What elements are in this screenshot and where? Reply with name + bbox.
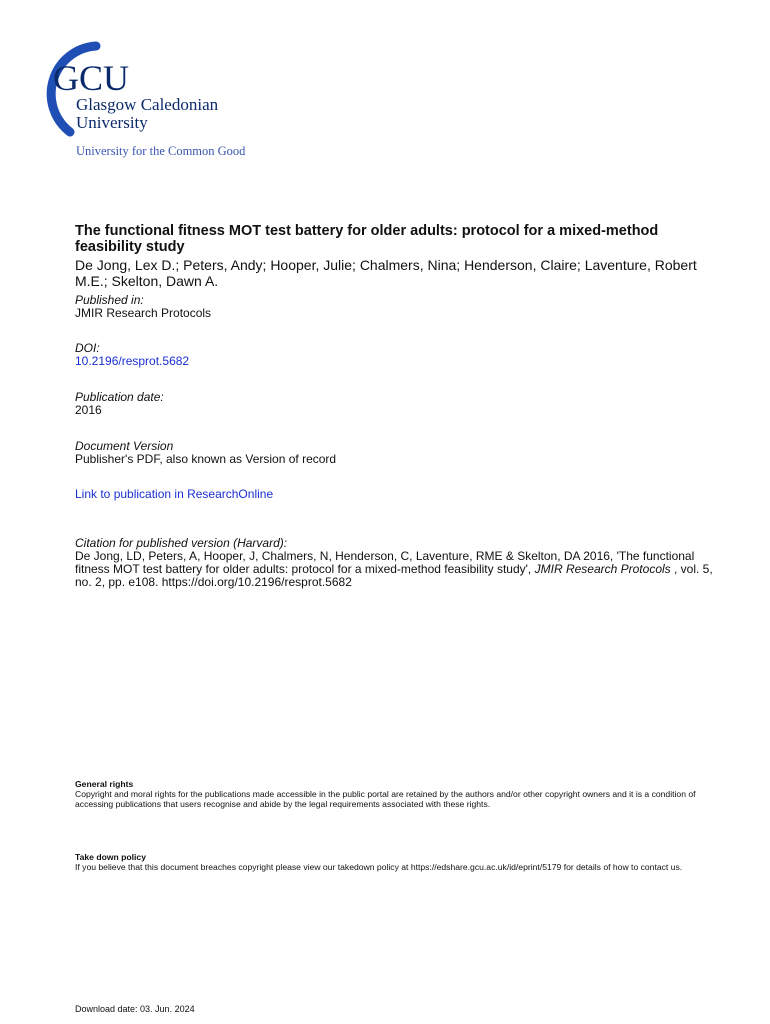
paper-title: The functional fitness MOT test battery for older adults: protocol for a mixed-method feasibility study [75, 223, 659, 255]
logo-tagline: University for the Common Good [76, 144, 246, 158]
publication-date-label: Publication date: [75, 390, 164, 404]
gcu-logo [40, 38, 280, 168]
citation-label: Citation for published version (Harvard): [75, 536, 288, 550]
paper-authors: De Jong, Lex D.; Peters, Andy; Hooper, Julie; Chalmers, Nina; Henderson, Claire; Laventure, Robert M.E.; Skelton, Dawn A. [75, 257, 697, 289]
doi-label: DOI: [75, 341, 100, 355]
published-in-label: Published in: [75, 293, 144, 307]
logo-initials: GCU [53, 58, 130, 98]
publication-date-value: 2016 [75, 403, 102, 417]
research-online-link[interactable]: Link to publication in ResearchOnline [75, 487, 274, 501]
doi-link[interactable]: 10.2196/resprot.5682 [75, 354, 190, 368]
paper-header [75, 223, 725, 289]
published-in [75, 294, 725, 320]
document-version [75, 440, 725, 466]
takedown-policy [75, 852, 725, 872]
research-online-field [75, 488, 725, 501]
citation-journal: JMIR Research Protocols [534, 562, 671, 576]
citation-text: De Jong, LD, Peters, A, Hooper, J, Chalmers, N, Henderson, C, Laventure, RME & Skelton, DA 2016, 'The functional fitness MOT test battery for older adults: protocol for a mixed-method feasibility study', JMIR Research Protocols , vol. 5, no. 2, pp. e108. https://doi.org/10.2196/resprot.5682 [75, 549, 713, 589]
document-version-value: Publisher's PDF, also known as Version of record [75, 452, 337, 466]
document-version-label: Document Version [75, 439, 174, 453]
doi-field [75, 342, 725, 368]
takedown-heading: Take down policy [75, 852, 146, 862]
citation [75, 537, 725, 589]
general-rights-text: Copyright and moral rights for the publications made accessible in the public portal are retained by the authors and/or other copyright owners and it is a condition of accessing publications that users recognise and abide by the legal requirements associated with these rights. [75, 789, 696, 809]
published-in-value: JMIR Research Protocols [75, 306, 212, 320]
general-rights-heading: General rights [75, 779, 134, 789]
logo-university-name: Glasgow Caledonian University [76, 95, 219, 132]
download-date: Download date: 03. Jun. 2024 [75, 1004, 195, 1014]
publication-date [75, 391, 725, 417]
takedown-text: If you believe that this document breaches copyright please view our takedown policy at https://edshare.gcu.ac.uk/id/eprint/5179 for details of how to contact us. [75, 862, 683, 872]
general-rights [75, 779, 725, 809]
